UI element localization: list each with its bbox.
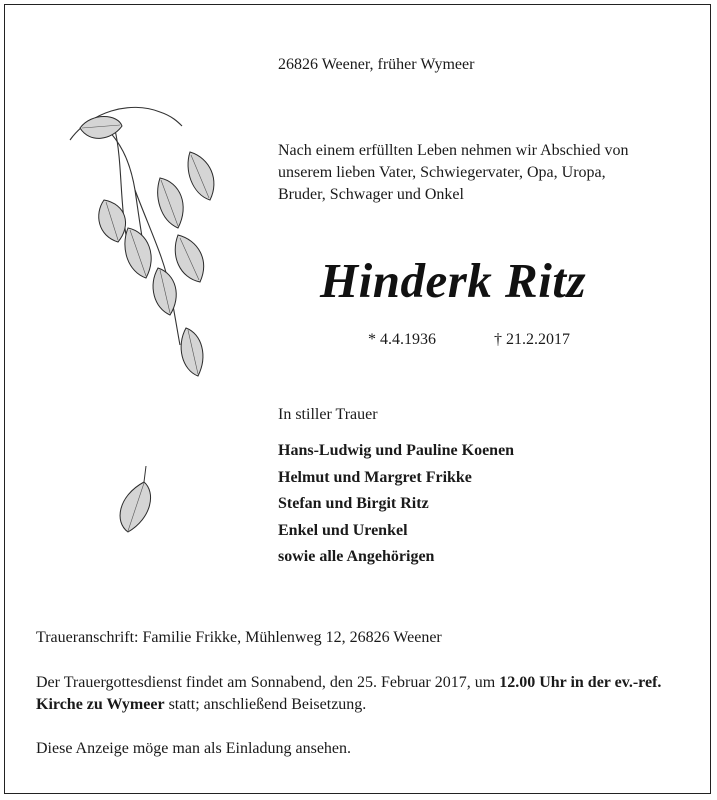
- birch-branch-illustration: [60, 100, 220, 390]
- location-line: 26826 Weener, früher Wymeer: [278, 56, 475, 73]
- invitation-line: Diese Anzeige möge man als Einladung ansehen.: [36, 740, 352, 757]
- intro-line: Bruder, Schwager und Onkel: [278, 186, 464, 203]
- mourner-item: Helmut und Margret Frikke: [278, 468, 472, 486]
- service-info: [36, 672, 686, 716]
- mourning-line: In stiller Trauer: [278, 406, 378, 423]
- falling-leaf-illustration: [108, 462, 158, 542]
- mourner-item: sowie alle Angehörigen: [278, 548, 435, 565]
- intro-line: Nach einem erfüllten Leben nehmen wir Abschied von: [278, 142, 629, 159]
- mourner-item: Enkel und Urenkel: [278, 521, 408, 539]
- service-text-end: statt; anschließend Beisetzung.: [164, 696, 367, 713]
- service-time-place: 12.00 Uhr in der ev.-ref. Kirche zu Wymeer: [36, 674, 662, 713]
- intro-line: unserem lieben Vater, Schwiegervater, Opa, Uropa,: [278, 164, 606, 181]
- mourners-list: [278, 438, 514, 571]
- death-date: † 21.2.2017: [494, 331, 570, 348]
- birth-date: * 4.4.1936: [368, 331, 436, 348]
- intro-text: [278, 140, 629, 206]
- deceased-name: Hinderk Ritz: [320, 253, 587, 308]
- service-text: Der Trauergottesdienst findet am Sonnabend, den 25. Februar 2017, um: [36, 674, 500, 691]
- mourner-item: Hans-Ludwig und Pauline Koenen: [278, 442, 515, 459]
- mourner-item: Stefan und Birgit Ritz: [278, 495, 429, 512]
- mourning-address: Traueranschrift: Familie Frikke, Mühlenweg 12, 26826 Weener: [36, 629, 442, 646]
